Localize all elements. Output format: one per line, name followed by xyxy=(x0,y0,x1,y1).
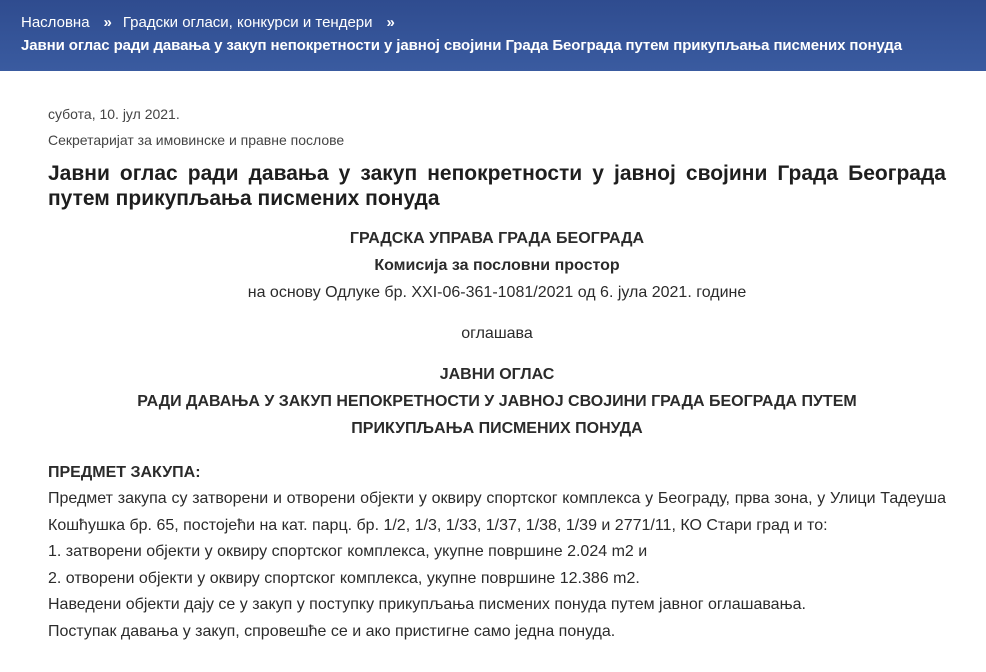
article-title: Јавни оглас ради давања у закуп непокретности у јавној својини Града Београда путем прикупљања писмених понуда xyxy=(48,162,946,210)
breadcrumb-separator: » xyxy=(386,13,395,31)
commission: Комисија за пословни простор xyxy=(374,257,620,274)
issuer: ГРАДСКА УПРАВА ГРАДА БЕОГРАДА xyxy=(349,230,645,247)
lease-subject-paragraph: Предмет закупа су затворени и отворени објекти у оквиру спортског комплекса у Београду, прва зона, у Улици Тадеуша Кошћушка бр. 65, постојећи на кат. парц. бр. 1/2, 1/3, 1/33, 1/37, 1/38, 1/39 и 2771/11, КО Стари град и то: xyxy=(48,490,946,534)
section-title: ПРЕДМЕТ ЗАКУПА: xyxy=(48,464,201,481)
breadcrumb xyxy=(21,11,986,33)
breadcrumb-home-link[interactable]: Насловна xyxy=(21,13,90,31)
list-item: 2. отворени објекти у оквиру спортског комплекса, укупне површине 12.386 m2. xyxy=(48,569,640,587)
notice-subheading: РАДИ ДАВАЊА У ЗАКУП НЕПОКРЕТНОСТИ У ЈАВНОЈ СВОЈИНИ ГРАДА БЕОГРАДА ПУТЕМ xyxy=(137,393,857,410)
article-date: субота, 10. јул 2021. xyxy=(48,106,180,122)
list-item: 1. затворени објекти у оквиру спортског комплекса, укупне површине 2.024 m2 и xyxy=(48,543,648,560)
procedure-note: Наведени објекти дају се у закуп у поступку прикупљања писмених понуда путем јавног оглашавања. xyxy=(48,596,806,613)
breadcrumb-separator: » xyxy=(103,13,112,31)
article xyxy=(0,71,986,645)
notice-subheading-cont: ПРИКУПЉАЊА ПИСМЕНИХ ПОНУДА xyxy=(351,420,643,437)
breadcrumb-current-page: Јавни оглас ради давања у закуп непокретности у јавној својини Града Београда путем прикупљања писмених понуда xyxy=(21,37,902,54)
breadcrumb-bar xyxy=(0,0,986,71)
procedure-note: Поступак давања у закуп, спровешће се и ако пристигне само једна понуда. xyxy=(48,622,616,640)
article-department: Секретаријат за имовинске и правне послове xyxy=(48,132,345,148)
notice-heading: ЈАВНИ ОГЛАС xyxy=(439,366,555,383)
breadcrumb-section-link[interactable]: Градски огласи, конкурси и тендери xyxy=(122,13,373,31)
decision-basis: на основу Одлуке бр. XXI-06-361-1081/2021 од 6. јула 2021. године xyxy=(247,284,747,301)
announces-text: оглашава xyxy=(461,325,533,342)
